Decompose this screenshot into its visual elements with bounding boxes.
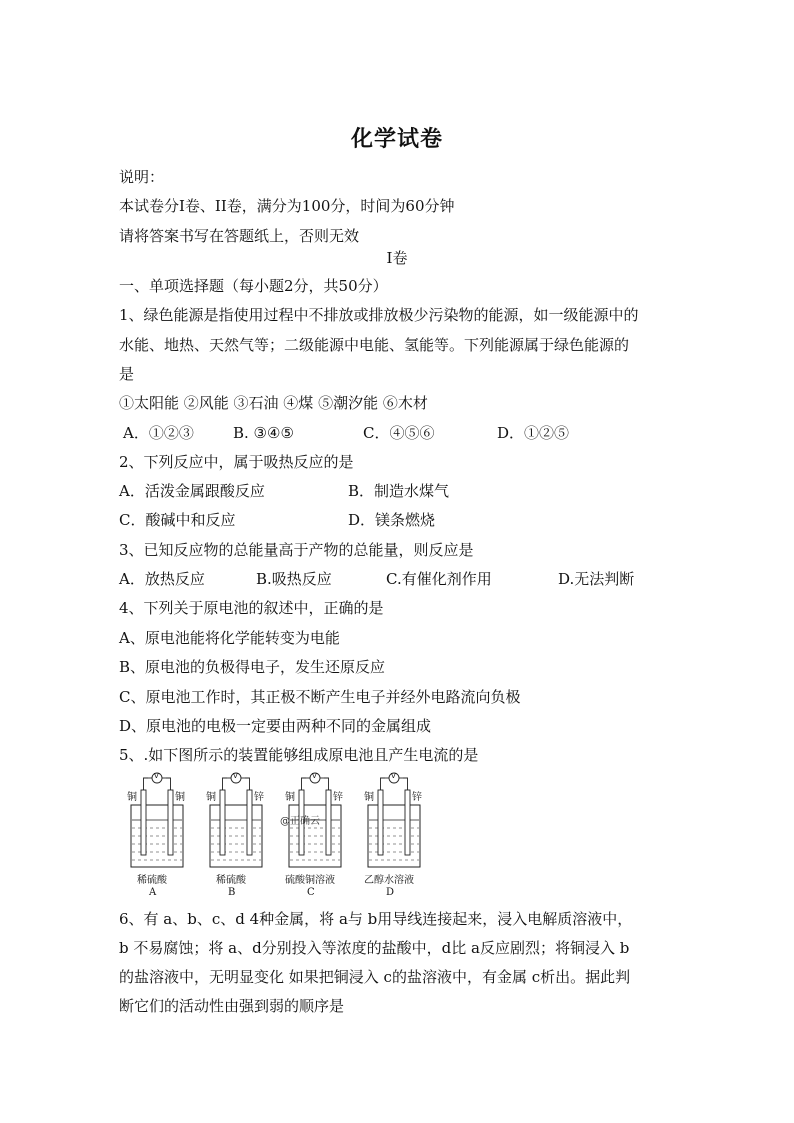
intro-answer-note: 请将答案书写在答题纸上，否则无效 — [119, 227, 360, 245]
cell-b-letter: B — [228, 887, 236, 898]
cell-a-solution: 稀硫酸 — [137, 875, 167, 886]
voltmeter-c-label: V — [312, 772, 317, 780]
q5-stem: 5、.如下图所示的装置能够组成原电池且产生电流的是 — [119, 746, 479, 764]
q1-option-c: C．④⑤⑥ — [363, 424, 435, 442]
q4-option-d: D、原电池的电极一定要由两种不同的金属组成 — [119, 717, 432, 735]
q6-stem-line-3: 的盐溶液中，无明显变化 如果把铜浸入 c的盐溶液中，有金属 c析出。据此判 — [119, 968, 631, 986]
cell-a-left-electrode: 铜 — [127, 792, 137, 803]
cell-b-right-electrode: 锌 — [254, 792, 264, 803]
cell-c-solution: 硫酸铜溶液 — [285, 875, 335, 886]
cell-d-letter: D — [386, 887, 395, 898]
q2-option-b: B．制造水煤气 — [348, 482, 450, 500]
q3-option-d: D.无法判断 — [558, 570, 635, 588]
intro-score-info: 本试卷分Ⅰ卷、II卷，满分为100分，时间为60分钟 — [119, 197, 455, 215]
q3-stem: 3、已知反应物的总能量高于产物的总能量，则反应是 — [119, 541, 474, 559]
q5-apparatus-figure — [119, 770, 429, 905]
q1-stem-line-3: 是 — [119, 365, 135, 383]
voltmeter-a-label: V — [154, 772, 159, 780]
q4-stem: 4、下列关于原电池的叙述中，正确的是 — [119, 599, 384, 617]
q6-stem-line-4: 断它们的活动性由强到弱的顺序是 — [119, 997, 345, 1015]
q1-stem-line-1: 1、绿色能源是指使用过程中不排放或排放极少污染物的能源，如一级能源中的 — [119, 306, 639, 324]
page-title: 化学试卷 — [350, 126, 443, 152]
cell-a-right-electrode: 铜 — [175, 792, 185, 803]
q2-option-d: D．镁条燃烧 — [348, 511, 436, 529]
q1-option-d: D．①②⑤ — [497, 424, 570, 442]
q4-option-a: A、原电池能将化学能转变为电能 — [119, 629, 340, 647]
part-heading: Ⅰ卷 — [386, 249, 408, 267]
voltmeter-d-label: V — [391, 772, 396, 780]
q1-option-a: A．①②③ — [123, 424, 194, 442]
cell-d-right-electrode: 锌 — [412, 792, 422, 803]
cell-c-letter: C — [307, 887, 315, 898]
q2-option-a: A．活泼金属跟酸反应 — [119, 482, 265, 500]
q2-option-c: C．酸碱中和反应 — [119, 511, 236, 529]
q1-stem-line-2: 水能、地热、天然气等；二级能源中电能、氢能等。下列能源属于绿色能源的 — [119, 336, 630, 354]
cell-c-left-electrode: 铜 — [285, 792, 295, 803]
cell-b-left-electrode: 铜 — [206, 792, 216, 803]
q4-option-c: C、原电池工作时，其正极不断产生电子并经外电路流向负极 — [119, 688, 521, 706]
intro-label: 说明： — [119, 168, 165, 186]
q3-option-b: B.吸热反应 — [256, 570, 332, 588]
cell-c-right-electrode: 锌 — [333, 792, 343, 803]
q1-option-b: B. ③④⑤ — [233, 424, 294, 442]
q3-option-c: C.有催化剂作用 — [386, 570, 492, 588]
q1-choices-list: ①太阳能 ②风能 ③石油 ④煤 ⑤潮汐能 ⑥木材 — [119, 394, 428, 412]
q6-stem-line-2: b 不易腐蚀；将 a、d分别投入等浓度的盐酸中，d比 a反应剧烈；将铜浸入 b — [119, 939, 630, 957]
section-heading: 一、单项选择题（每小题2分，共50分） — [119, 277, 388, 295]
q6-stem-line-1: 6、有 a、b、c、d 4种金属，将 a与 b用导线连接起来，浸入电解质溶液中， — [119, 910, 633, 928]
q2-stem: 2、下列反应中，属于吸热反应的是 — [119, 453, 354, 471]
watermark-text: @正确云 — [280, 816, 320, 827]
q3-option-a: A．放热反应 — [119, 570, 205, 588]
cell-a-letter: A — [149, 887, 157, 898]
cell-d-left-electrode: 铜 — [364, 792, 374, 803]
cell-d-solution: 乙醇水溶液 — [364, 875, 414, 886]
voltmeter-b-label: V — [233, 772, 238, 780]
cell-b-solution: 稀硫酸 — [216, 875, 246, 886]
q4-option-b: B、原电池的负极得电子，发生还原反应 — [119, 658, 386, 676]
